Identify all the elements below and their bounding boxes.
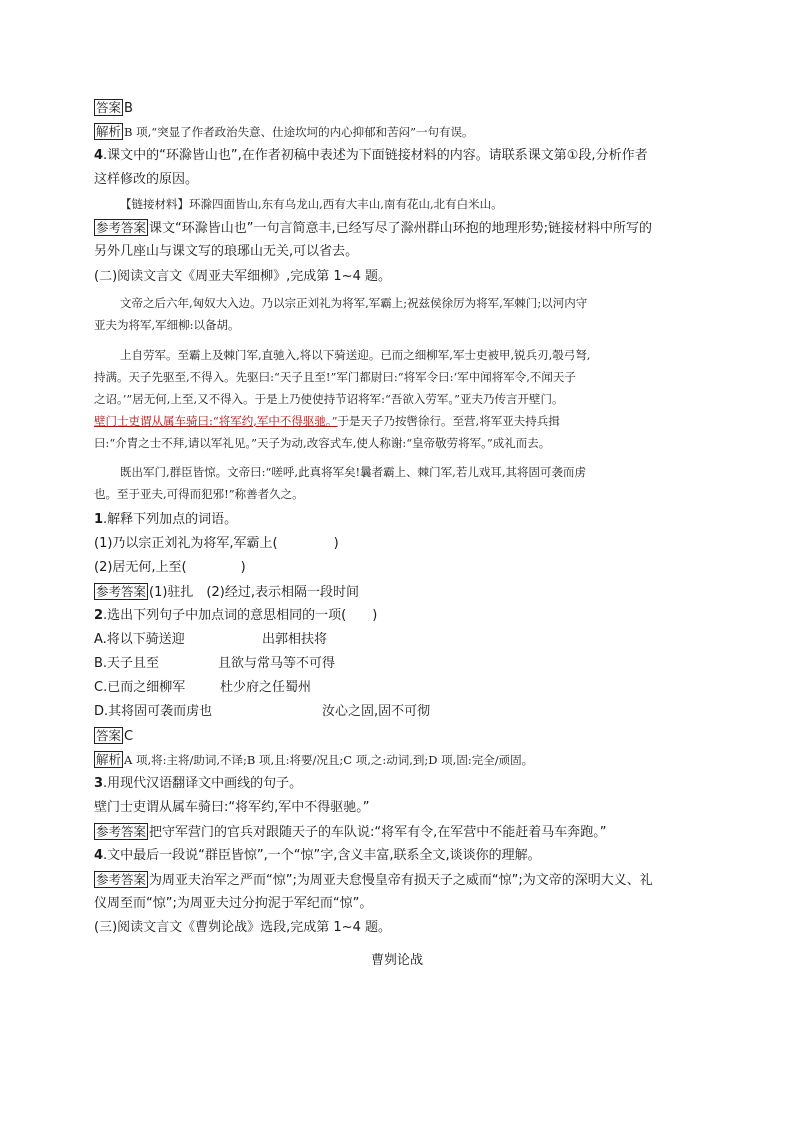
explanation-text: B 项,“突显了作者政治失意、仕途坎坷的内心抑郁和苦闷”一句有误。 — [124, 125, 474, 139]
reference-answer-tag: 参考答案 — [96, 824, 147, 839]
reference-answer-tag: 参考答案 — [96, 584, 147, 599]
answer-text: C — [124, 729, 134, 744]
reference-answer-text: 为周亚夫治军之严而“惊”;为周亚夫怠慢皇帝有损天子之威而“惊”;为文帝的深明大义、礼 — [149, 873, 653, 888]
question-text: .课文中的“环滁皆山也”,在作者初稿中表述为下面链接材料的内容。请联系课文第①段,分析作者 — [103, 148, 648, 163]
reference-answer-text: 课文“环滁皆山也”一句言简意丰,已经写尽了滁州群山环抱的地理形势;链接材料中所写的 — [149, 221, 652, 236]
passage-line: 持满。天子先驱至,不得入。先驱曰:“天子且至!”军门都尉曰:“将军令曰:‘军中闻将军令,不闻天子 — [94, 370, 576, 384]
option-text: C.已而之细柳军 — [94, 680, 186, 695]
option-text: A.将以下骑送迎 — [94, 632, 185, 647]
reference-answer-text: 把守军营门的官兵对跟随天子的车队说:“将军有令,在军营中不能赶着马车奔跑。” — [149, 825, 607, 840]
answer-text: B — [124, 101, 133, 116]
option-text: 汝心之固,固不可彻 — [322, 704, 431, 719]
item-text: ) — [333, 536, 339, 551]
question-4-stem-cont — [94, 171, 704, 189]
underlined-sentence: 壁门士吏谓从属车骑曰:“将军约,军中不得驱驰。” — [94, 414, 338, 428]
answer-tag: 答案 — [96, 100, 122, 115]
passage-line — [94, 412, 704, 430]
item-text: (2)居无何,上至( — [94, 560, 187, 575]
passage-line: 曰:“介胄之士不拜,请以军礼见。”天子为动,改容式车,使人称谢:“皇帝敬劳将军。”成礼而去。 — [94, 436, 551, 450]
reference-answer-text: (1)驻扎 (2)经过,表示相隔一段时间 — [149, 585, 359, 600]
option-d — [94, 703, 704, 721]
reference-answer-cont: 仪周至而“惊”;为周亚夫过分拘泥于军纪而“惊”。 — [94, 896, 373, 911]
question-2-stem — [94, 607, 704, 625]
reference-answer-row — [94, 823, 704, 842]
passage-text: 于是天子乃按辔徐行。至营,将军亚夫持兵揖 — [337, 414, 560, 428]
option-c — [94, 679, 704, 697]
section-heading: (三)阅读文言文《曹刿论战》选段,完成第 1~4 题。 — [94, 920, 391, 935]
passage-line: 既出军门,群臣皆惊。文帝曰:“嗟呼,此真将军矣!曩者霸上、棘门军,若儿戏耳,其将固可袭而虏 — [120, 465, 586, 479]
option-text: 出郭相扶将 — [262, 632, 328, 647]
option-text: D.其将固可袭而虏也 — [94, 704, 213, 719]
question-number: 4 — [94, 148, 104, 163]
reference-answer-tag: 参考答案 — [96, 872, 147, 887]
option-text: 且欲与常马等不可得 — [218, 656, 336, 671]
explanation-text: A 项,将:主将/助词,不译;B 项,且:将要/况且;C 项,之:动词,到;D 项,固:完全/顽固。 — [124, 753, 534, 767]
passage-line: 亚夫为将军,军细柳:以备胡。 — [94, 318, 240, 332]
explanation-row — [94, 751, 704, 770]
explanation-tag: 解析 — [96, 752, 122, 767]
question-number: 3 — [94, 776, 104, 791]
reference-answer-row — [94, 871, 704, 890]
question-4-stem — [94, 147, 704, 165]
question-number: 2 — [94, 608, 104, 623]
question-text: .解释下列加点的词语。 — [103, 512, 238, 527]
question-text: .文中最后一段说“群臣皆惊”,一个“惊”字,含义丰富,联系全文,谈谈你的理解。 — [103, 848, 541, 863]
explanation-tag: 解析 — [96, 124, 122, 139]
question-1-item-1 — [94, 535, 704, 553]
answer-tag: 答案 — [96, 728, 122, 743]
question-text: .用现代汉语翻译文中画线的句子。 — [103, 776, 303, 791]
reference-answer-row — [94, 583, 704, 602]
explanation-row — [94, 123, 704, 142]
question-number: 1 — [94, 512, 104, 527]
passage-line: 之诏。’”居无何,上至,又不得入。于是上乃使使持节诏将军:“吾欲入劳军。”亚夫乃传言开壁门。 — [94, 392, 564, 406]
question-3-sentence: 壁门士吏谓从属车骑曰:“将军约,军中不得驱驰。” — [94, 800, 370, 815]
question-4-stem — [94, 847, 704, 865]
reference-answer-row — [94, 219, 704, 238]
question-1-item-2 — [94, 559, 704, 577]
option-text: 杜少府之任蜀州 — [220, 680, 312, 695]
answer-row — [94, 99, 704, 118]
reference-answer-tag: 参考答案 — [96, 220, 147, 235]
item-text: (1)乃以宗正刘礼为将军,军霸上( — [94, 536, 278, 551]
passage-line: 也。至于亚夫,可得而犯邪!”称善者久之。 — [94, 487, 304, 501]
question-3-stem — [94, 775, 704, 793]
section-heading: (二)阅读文言文《周亚夫军细柳》,完成第 1~4 题。 — [94, 269, 391, 284]
option-text: B.天子且至 — [94, 656, 160, 671]
reference-answer-cont: 另外几座山与课文写的琅琊山无关,可以省去。 — [94, 244, 359, 259]
passage-line: 上自劳军。至霸上及棘门军,直驰入,将以下骑送迎。已而之细柳军,军士吏被甲,锐兵刃,彀弓弩, — [120, 348, 591, 362]
question-text: .选出下列句子中加点词的意思相同的一项( ) — [103, 608, 378, 623]
option-b — [94, 655, 704, 673]
link-material: 【链接材料】环滁四面皆山,东有乌龙山,西有大丰山,南有花山,北有白米山。 — [120, 197, 503, 211]
question-text: 这样修改的原因。 — [94, 172, 199, 187]
question-1-stem — [94, 511, 704, 529]
passage-title: 曹刿论战 — [370, 953, 423, 968]
option-a — [94, 631, 704, 649]
answer-row — [94, 727, 704, 746]
passage-line: 文帝之后六年,匈奴大入边。乃以宗正刘礼为将军,军霸上;祝兹侯徐厉为将军,军棘门;以河内守 — [120, 296, 588, 310]
item-text: ) — [240, 560, 246, 575]
question-number: 4 — [94, 848, 104, 863]
